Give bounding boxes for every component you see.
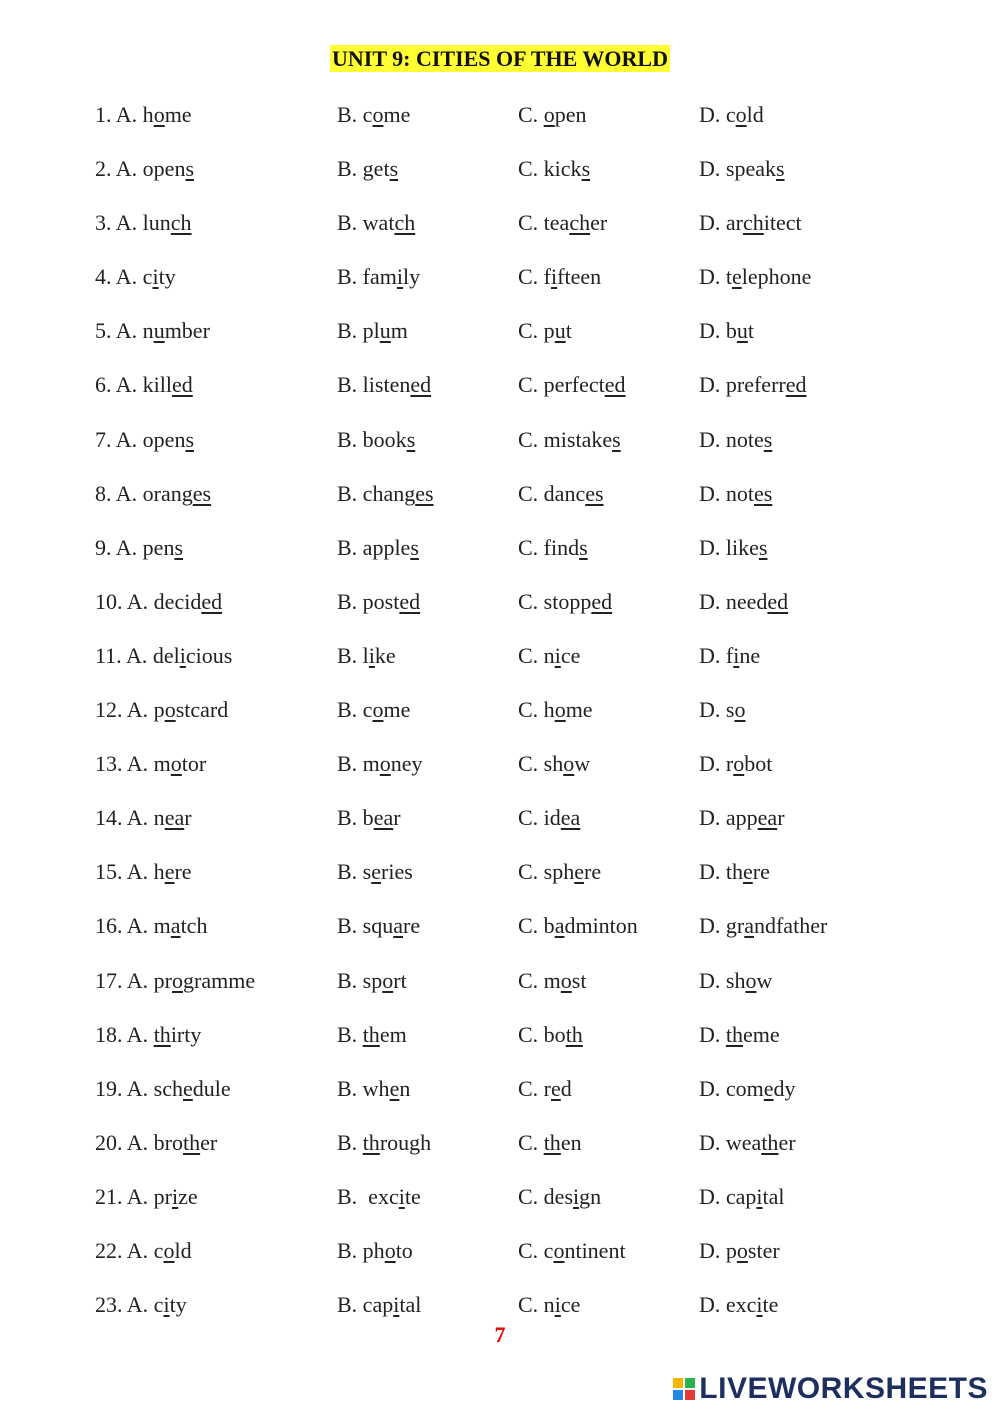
underlined-sound: e (183, 1075, 193, 1101)
option-b: B. capital (337, 1292, 422, 1318)
option-d: D. show (699, 967, 773, 993)
option-d: D. weather (699, 1129, 796, 1155)
underlined-sound: o (372, 102, 384, 127)
underlined-sound: s (406, 426, 416, 452)
liveworksheets-brand (673, 1372, 988, 1406)
option-b: B. them (337, 1021, 407, 1047)
underlined-sound: th (761, 1129, 779, 1155)
underlined-sound: i (398, 1183, 405, 1209)
underlined-sound: o (163, 1237, 175, 1263)
question-row-13 (0, 743, 1000, 797)
underlined-sound: i (152, 264, 159, 290)
question-row-1 (0, 94, 1000, 148)
underlined-sound: o (734, 697, 746, 723)
underlined-sound: o (153, 102, 165, 127)
underlined-sound: ed (591, 588, 613, 614)
option-b: B. square (337, 913, 421, 939)
option-a: 4. A. city (95, 264, 176, 290)
underlined-sound: o (382, 967, 394, 993)
underlined-sound: s (612, 426, 621, 452)
underlined-sound: o (384, 1237, 396, 1263)
question-row-7 (0, 419, 1000, 473)
brand-name: LIVEWORKSHEETS (699, 1372, 988, 1405)
option-a: 23. A. city (95, 1292, 187, 1318)
question-row-6 (0, 364, 1000, 418)
option-a: 19. A. schedule (95, 1075, 231, 1101)
option-a: 17. A. programme (95, 967, 256, 993)
underlined-sound: e (732, 264, 742, 290)
underlined-sound: s (581, 156, 591, 182)
option-c: C. put (518, 318, 572, 344)
underlined-sound: ed (767, 588, 789, 614)
option-a: 10. A. decided (95, 588, 223, 614)
option-d: D. architect (699, 210, 802, 236)
option-a: 7. A. opens (95, 426, 195, 452)
underlined-sound: s (185, 156, 195, 182)
underlined-sound: ed (399, 588, 421, 614)
question-row-17 (0, 960, 1000, 1014)
option-a: 12. A. postcard (95, 697, 229, 723)
underlined-sound: i (172, 1183, 179, 1209)
option-c: C. idea (518, 805, 581, 831)
option-a: 8. A. oranges (95, 480, 212, 506)
option-b: B. come (337, 102, 411, 127)
question-row-20 (0, 1122, 1000, 1176)
underlined-sound: u (554, 318, 566, 344)
underlined-sound: o (164, 697, 176, 723)
question-row-11 (0, 635, 1000, 689)
underlined-sound: s (775, 156, 785, 182)
underlined-sound: a (170, 913, 181, 939)
option-b: B. listened (337, 372, 432, 398)
option-a: 14. A. near (95, 805, 192, 831)
option-b: B. photo (337, 1237, 413, 1263)
option-a: 2. A. opens (95, 156, 195, 182)
underlined-sound: i (554, 1292, 561, 1318)
underlined-sound: ea (560, 805, 581, 831)
underlined-sound: es (754, 480, 773, 506)
underlined-sound: a (744, 913, 754, 939)
underlined-sound: i (393, 1292, 400, 1318)
underlined-sound: ed (410, 372, 432, 398)
underlined-sound: ch (742, 210, 764, 236)
option-d: D. preferred (699, 372, 807, 398)
option-b: B. come (337, 697, 411, 723)
option-c: C. dances (518, 480, 604, 506)
underlined-sound: ch (569, 210, 591, 236)
question-row-12 (0, 689, 1000, 743)
underlined-sound: u (379, 318, 391, 344)
option-d: D. appear (699, 805, 785, 831)
question-row-18 (0, 1014, 1000, 1068)
underlined-sound: a (554, 913, 565, 939)
underlined-sound: o (170, 751, 182, 777)
underlined-sound: es (415, 480, 434, 506)
question-row-3 (0, 202, 1000, 256)
underlined-sound: o (379, 751, 391, 777)
underlined-sound: th (362, 1129, 380, 1155)
option-c: C. design (518, 1183, 602, 1209)
option-c: C. red (518, 1075, 572, 1101)
option-a: 5. A. number (95, 318, 210, 344)
option-d: D. comedy (699, 1075, 796, 1101)
underlined-sound: e (551, 1075, 561, 1101)
option-b: B. money (337, 751, 423, 777)
option-c: C. teacher (518, 210, 608, 236)
question-row-22 (0, 1230, 1000, 1284)
underlined-sound: i (163, 1292, 170, 1318)
underlined-sound: i (179, 642, 186, 668)
option-c: C. continent (518, 1237, 626, 1263)
underlined-sound: o (563, 751, 575, 777)
option-c: C. show (518, 751, 591, 777)
option-d: D. grandfather (699, 913, 828, 939)
underlined-sound: e (574, 859, 585, 885)
option-d: D. speaks (699, 156, 785, 182)
question-row-14 (0, 797, 1000, 851)
page-title: UNIT 9: CITIES OF THE WORLD (332, 46, 668, 71)
question-row-10 (0, 581, 1000, 635)
underlined-sound: u (736, 318, 748, 344)
option-a: 20. A. brother (95, 1129, 218, 1155)
underlined-sound: i (573, 1183, 580, 1209)
underlined-sound: ea (757, 805, 778, 831)
underlined-sound: i (733, 642, 740, 668)
underlined-sound: e (763, 1075, 774, 1101)
option-a: 11. A. delicious (95, 642, 233, 668)
underlined-sound: ch (170, 210, 192, 236)
option-d: D. needed (699, 588, 789, 614)
option-a: 6. A. killed (95, 372, 193, 398)
underlined-sound: o (553, 1237, 565, 1263)
underlined-sound: es (192, 480, 212, 506)
option-a: 22. A. cold (95, 1237, 192, 1263)
option-d: D. theme (699, 1021, 780, 1047)
option-d: D. capital (699, 1183, 785, 1209)
underlined-sound: o (372, 697, 384, 723)
underlined-sound: i (756, 1183, 763, 1209)
underlined-sound: i (554, 642, 561, 668)
question-row-9 (0, 527, 1000, 581)
underlined-sound: th (725, 1021, 744, 1047)
option-d: D. poster (699, 1237, 780, 1263)
underlined-sound: u (153, 318, 165, 344)
underlined-sound: ea (373, 805, 394, 831)
underlined-sound: e (164, 859, 175, 885)
question-row-8 (0, 473, 1000, 527)
option-d: D. telephone (699, 264, 812, 290)
underlined-sound: es (585, 480, 604, 506)
option-b: B. apples (337, 534, 419, 560)
option-c: C. perfected (518, 372, 626, 398)
question-row-4 (0, 256, 1000, 310)
underlined-sound: o (735, 102, 747, 127)
option-d: D. so (699, 697, 746, 723)
option-b: B. series (337, 859, 413, 885)
option-a: 16. A. match (95, 913, 208, 939)
option-b: B. gets (337, 156, 399, 182)
option-b: B. family (337, 264, 421, 290)
option-c: C. finds (518, 534, 588, 560)
option-b: B. changes (337, 480, 434, 506)
option-a: 3. A. lunch (95, 210, 192, 236)
option-c: C. then (518, 1129, 582, 1155)
underlined-sound: i (756, 1292, 763, 1318)
underlined-sound: th (543, 1129, 561, 1155)
underlined-sound: s (579, 534, 588, 560)
option-b: B. posted (337, 588, 421, 614)
underlined-sound: o (745, 967, 757, 993)
option-c: C. mistakes (518, 426, 621, 452)
option-a: 15. A. here (95, 859, 192, 885)
underlined-sound: i (396, 264, 404, 290)
underlined-sound: th (362, 1021, 380, 1047)
option-c: C. stopped (518, 588, 613, 614)
option-d: D. excite (699, 1292, 779, 1318)
option-b: B. books (337, 426, 416, 452)
option-d: D. likes (699, 534, 768, 560)
underlined-sound: ed (604, 372, 626, 398)
option-c: C. kicks (518, 156, 591, 182)
underlined-sound: e (389, 1075, 400, 1101)
option-c: C. both (518, 1021, 583, 1047)
underlined-sound: o (543, 102, 555, 127)
option-b: B. excite (337, 1183, 421, 1209)
underlined-sound: ch (394, 210, 416, 236)
question-row-19 (0, 1068, 1000, 1122)
question-row-5 (0, 310, 1000, 364)
underlined-sound: o (172, 967, 183, 993)
option-b: B. when (337, 1075, 411, 1101)
option-d: D. notes (699, 426, 773, 452)
option-a: 1. A. home (95, 102, 192, 127)
option-c: C. sphere (518, 859, 602, 885)
underlined-sound: e (371, 859, 382, 885)
underlined-sound: s (174, 534, 184, 560)
question-list (0, 94, 1000, 1338)
page-number: 7 (494, 1322, 506, 1347)
question-row-21 (0, 1176, 1000, 1230)
option-c: C. nice (518, 1292, 581, 1318)
option-d: D. there (699, 859, 770, 885)
underlined-sound: o (733, 751, 745, 777)
option-d: D. but (699, 318, 755, 344)
underlined-sound: ed (785, 372, 807, 398)
option-b: B. sport (337, 967, 407, 993)
underlined-sound: s (763, 426, 773, 452)
option-a: 9. A. pens (95, 534, 184, 560)
option-b: B. through (337, 1129, 432, 1155)
underlined-sound: th (183, 1129, 201, 1155)
underlined-sound: ed (201, 588, 223, 614)
underlined-sound: a (393, 913, 404, 939)
question-row-16 (0, 905, 1000, 959)
option-b: B. bear (337, 805, 401, 831)
option-c: C. most (518, 967, 587, 993)
question-row-15 (0, 851, 1000, 905)
option-d: D. robot (699, 751, 773, 777)
underlined-sound: ed (172, 372, 193, 398)
underlined-sound: o (560, 967, 572, 993)
option-d: D. notes (699, 480, 773, 506)
underlined-sound: th (153, 1021, 171, 1047)
question-row-2 (0, 148, 1000, 202)
underlined-sound: i (551, 264, 558, 290)
underlined-sound: s (389, 156, 399, 182)
option-b: B. watch (337, 210, 416, 236)
option-a: 21. A. prize (95, 1183, 198, 1209)
option-c: C. home (518, 697, 593, 723)
liveworksheets-logo-icon (673, 1378, 695, 1400)
option-b: B. plum (337, 318, 408, 344)
option-c: C. fifteen (518, 264, 602, 290)
option-c: C. badminton (518, 913, 638, 939)
underlined-sound: th (565, 1021, 583, 1047)
option-c: C. nice (518, 642, 581, 668)
underlined-sound: s (410, 534, 419, 560)
underlined-sound: s (185, 426, 195, 452)
option-d: D. cold (699, 102, 764, 127)
page-title-wrap (0, 46, 1000, 72)
option-b: B. like (337, 642, 396, 668)
option-a: 18. A. thirty (95, 1021, 202, 1047)
option-d: D. fine (699, 642, 761, 668)
underlined-sound: e (743, 859, 753, 885)
option-a: 13. A. motor (95, 751, 207, 777)
underlined-sound: s (758, 534, 768, 560)
underlined-sound: o (736, 1237, 748, 1263)
underlined-sound: i (368, 642, 375, 668)
option-c: C. open (518, 102, 587, 127)
underlined-sound: ea (164, 805, 185, 831)
underlined-sound: o (554, 697, 566, 723)
